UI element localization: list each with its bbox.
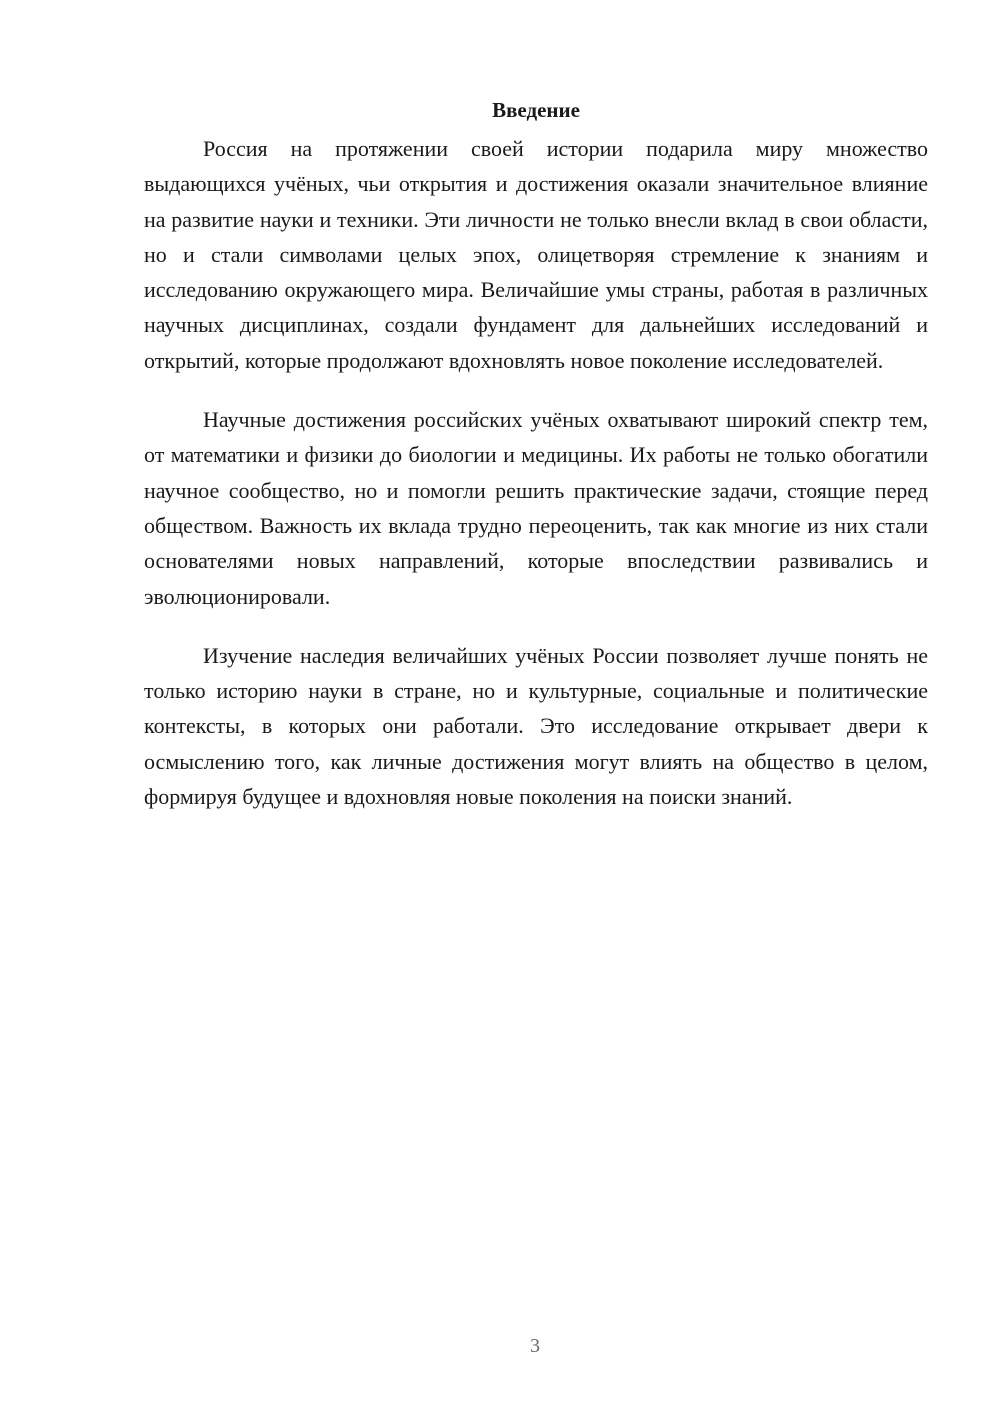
section-heading: Введение xyxy=(492,98,580,122)
page-content xyxy=(144,92,928,838)
page-number: 3 xyxy=(530,1335,540,1357)
paragraph-3: Изучение наследия величайших учёных России позволяет лучше понять не только историю науки в стране, но и культурные, социальные и политические контексты, в которых они работали. Это исследование открывает двери к осмыслению того, как личные достижения могут влиять на общество в целом, формируя будущее и вдохновляя новые поколения на поиски знаний. xyxy=(144,642,928,810)
paragraph-1: Россия на протяжении своей истории подарила миру множество выдающихся учёных, чьи открытия и достижения оказали значительное влияние на развитие науки и техники. Эти личности не только внесли вклад в свои области, но и стали символами целых эпох, олицетворяя стремление к знаниям и исследованию окружающего мира. Величайшие умы страны, работая в различных научных дисциплинах, создали фундамент для дальнейших исследований и открытий, которые продолжают вдохновлять новое поколение исследователей. xyxy=(144,136,928,373)
paragraph-2: Научные достижения российских учёных охватывают широкий спектр тем, от математики и физики до биологии и медицины. Их работы не только обогатили научное сообщество, но и помогли решить практические задачи, стоящие перед обществом. Важность их вклада трудно переоценить, так как многие из них стали основателями новых направлений, которые впоследствии развивались и эволюционировали. xyxy=(144,407,928,609)
